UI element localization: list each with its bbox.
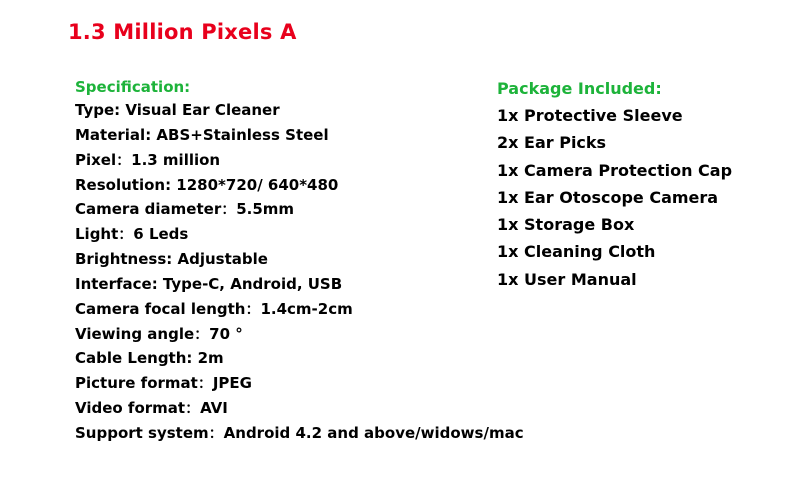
specification-list [75,98,524,446]
package-item-cleaning-cloth: 1x Cleaning Cloth [497,242,656,262]
spec-type: Type: Visual Ear Cleaner [75,101,280,119]
spec-camera-diameter: Camera diameter：5.5mm [75,200,295,219]
package-section [497,78,787,293]
spec-interface: Interface: Type-C, Android, USB [75,274,343,293]
spec-cable-length: Cable Length: 2m [75,349,224,368]
spec-picture-format: Picture format：JPEG [75,374,252,393]
package-item-protective-sleeve: 1x Protective Sleeve [497,106,683,125]
package-heading: Package Included: [497,79,662,98]
package-item-ear-otoscope-camera: 1x Ear Otoscope Camera [497,187,719,207]
specification-heading: Specification: [75,78,191,96]
spec-video-format: Video format：AVI [75,399,228,418]
package-item-camera-protection-cap: 1x Camera Protection Cap [497,160,733,180]
spec-pixel: Pixel：1.3 million [75,150,221,169]
spec-viewing-angle: Viewing angle：70 ° [75,324,243,343]
page-title: 1.3 Million Pixels A [68,20,297,44]
spec-support-system: Support system：Android 4.2 and above/widows/mac [75,423,524,442]
package-item-user-manual: 1x User Manual [497,269,637,289]
spec-resolution: Resolution: 1280*720/ 640*480 [75,175,339,194]
spec-brightness: Brightness: Adjustable [75,250,268,269]
package-list [497,102,787,293]
specification-section [75,76,524,446]
spec-light: Light：6 Leds [75,225,189,244]
spec-material: Material: ABS+Stainless Steel [75,125,329,144]
package-item-ear-picks: 2x Ear Picks [497,133,607,153]
spec-focal-length: Camera focal length：1.4cm-2cm [75,299,353,318]
package-item-storage-box: 1x Storage Box [497,215,635,235]
